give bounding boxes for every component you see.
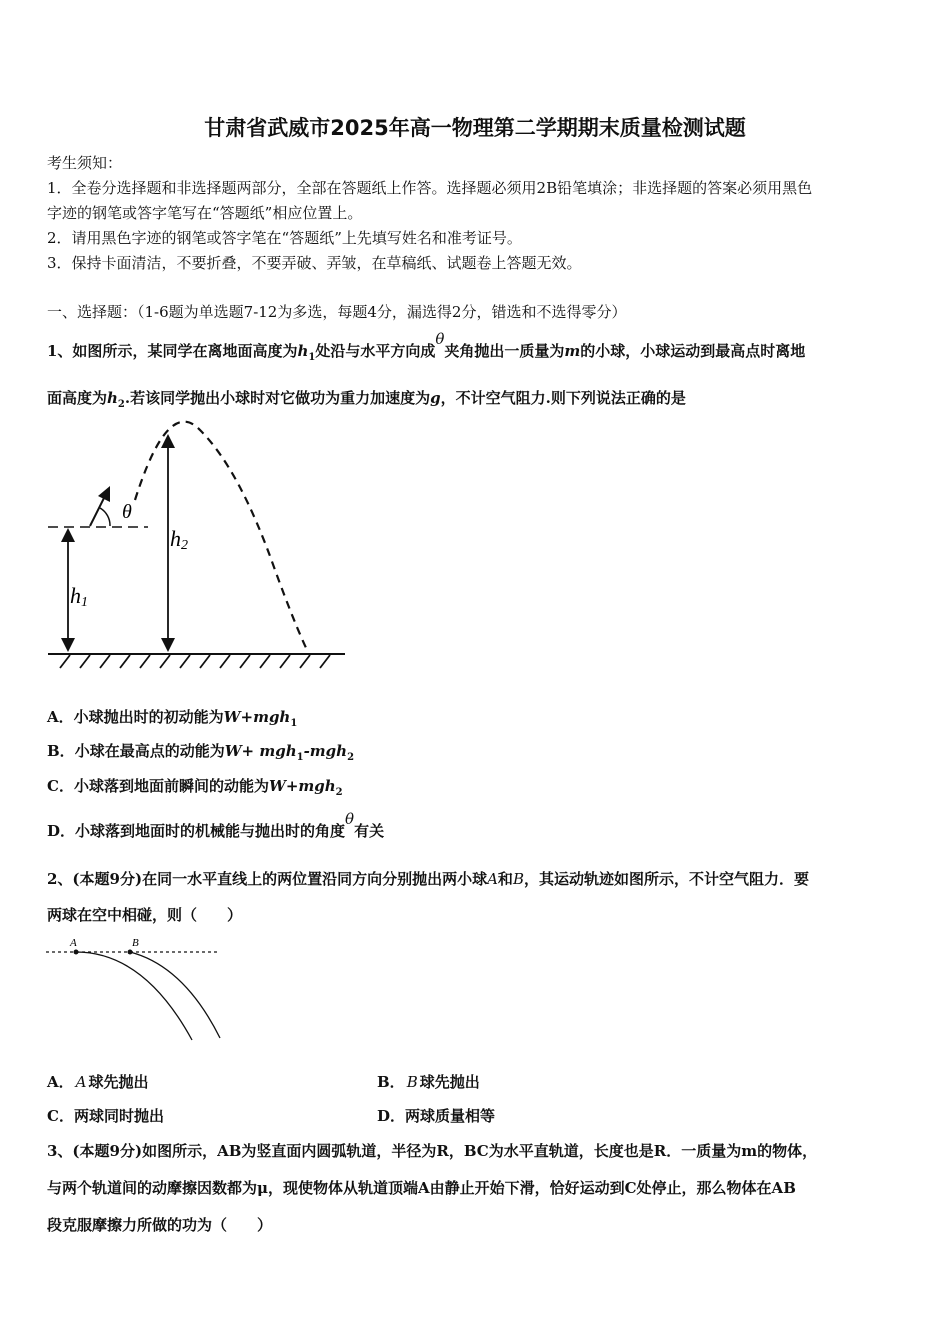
ball-b-label: B (132, 937, 139, 949)
q2-option-c[interactable]: C．两球同时抛出 (47, 1107, 164, 1125)
question-3-line-1: 3、(本题9分)如图所示，AB为竖直面内圆弧轨道，半径为R，BC为水平直轨道，长度也是R．一质量为m的物体， (47, 1142, 818, 1160)
notice-item: 1．全卷分选择题和非选择题两部分，全部在答题纸上作答。选择题必须用2B铅笔填涂；非选择题的答案必须用黑色 (47, 179, 813, 197)
projectile-figure (40, 420, 360, 670)
notice-item: 2．请用黑色字迹的钢笔或答字笔在“答题纸”上先填写姓名和准考证号。 (47, 229, 522, 247)
question-3-line-3: 段克服摩擦力所做的功为（ ） (47, 1216, 273, 1234)
notice-item: 3．保持卡面清洁，不要折叠，不要弄破、弄皱，在草稿纸、试题卷上答题无效。 (47, 254, 582, 272)
h1-label: h1 (70, 583, 88, 610)
q2-option-b[interactable]: B． B 球先抛出 (377, 1073, 480, 1091)
question-2-line-2: 两球在空中相碰，则（ ） (47, 906, 243, 924)
section-heading: 一、选择题：（1-6题为单选题7-12为多选，每题4分，漏选得2分，错选和不选得零分） (47, 303, 627, 321)
ball-a-label: A (70, 937, 77, 949)
q1-option-c[interactable]: C．小球落到地面前瞬间的动能为W+mgh$_2$ (47, 777, 343, 798)
q2-option-a[interactable]: A． A 球先抛出 (47, 1073, 149, 1091)
q1-option-b[interactable]: B．小球在最高点的动能为W+ mgh$_1$-mgh$_2$ (47, 742, 355, 763)
two-balls-figure (44, 934, 224, 1046)
question-2-line-1: 2、(本题9分)在同一水平直线上的两位置沿同方向分别抛出两小球A和B，其运动轨迹如图所示，不计空气阻力．要 (47, 870, 809, 888)
notice-item: 字迹的钢笔或答字笔写在“答题纸”相应位置上。 (47, 204, 363, 222)
h2-label: h2 (170, 526, 188, 553)
page-title: 甘肃省武威市2025年高一物理第二学期期末质量检测试题 (204, 116, 746, 140)
theta-label: θ (122, 501, 132, 523)
question-3-line-2: 与两个轨道间的动摩擦因数都为μ，现使物体从轨道顶端A由静止开始下滑，恰好运动到C处停止，那么物体在AB (47, 1179, 796, 1197)
question-1-line-2: 面高度为$h_2$.若该同学抛出小球时对它做功为重力加速度为g，不计空气阻力.则下列说法正确的是 (47, 389, 686, 410)
q1-option-a[interactable]: A．小球抛出时的初动能为W+mgh$_1$ (47, 708, 298, 729)
question-1-line-1: 1、如图所示，某同学在离地面高度为$h_1$处沿与水平方向成θ夹角抛出一质量为m的小球，小球运动到最高点时离地 (47, 330, 806, 363)
q2-option-d[interactable]: D．两球质量相等 (377, 1107, 496, 1125)
notice-heading: 考生须知： (47, 154, 123, 172)
q1-option-d[interactable]: D．小球落到地面时的机械能与抛出时的角度θ有关 (47, 810, 385, 840)
